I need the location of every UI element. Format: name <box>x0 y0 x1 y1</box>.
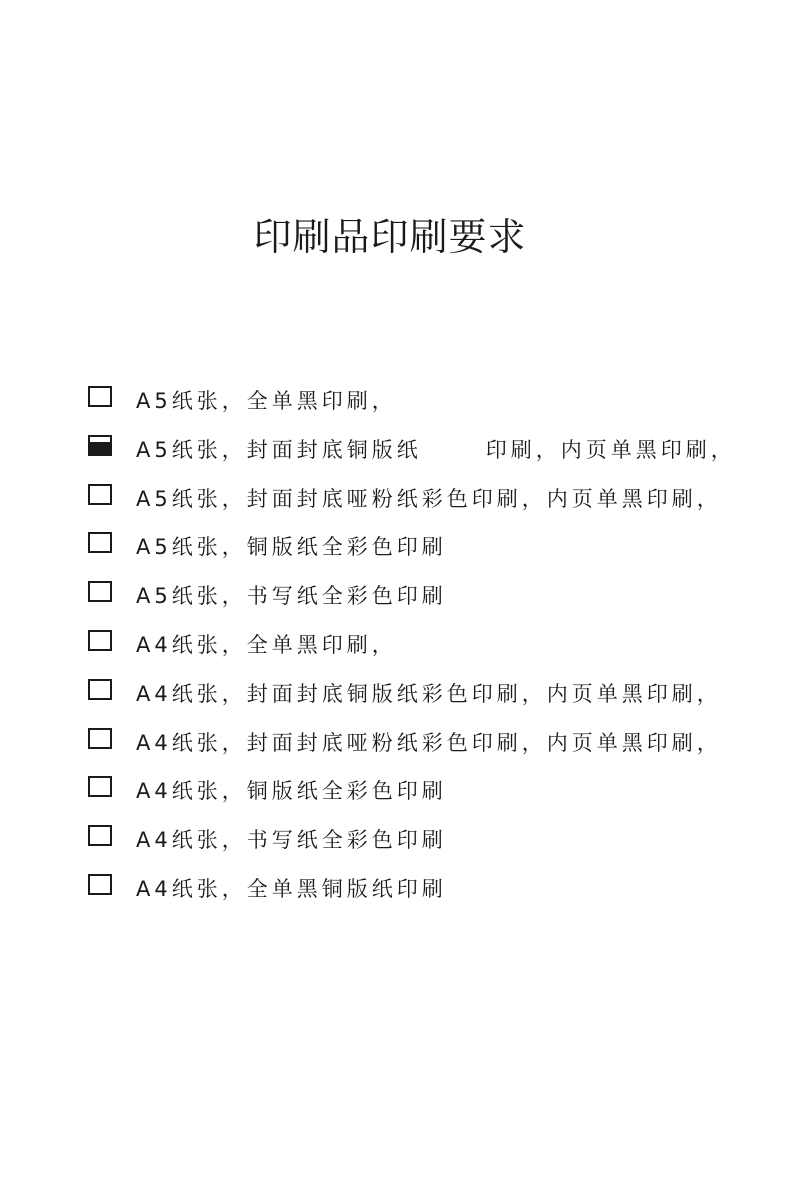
option-label: A4纸张，封面封底哑粉纸彩色印刷，内页单黑印刷， <box>136 730 722 755</box>
option-a4-matte-cover[interactable] <box>88 722 788 771</box>
option-a5-writing-full-color[interactable] <box>88 575 788 624</box>
option-a4-single-black[interactable] <box>88 624 788 673</box>
option-a4-coated-cover[interactable] <box>88 673 788 722</box>
option-a5-matte-cover[interactable] <box>88 478 788 527</box>
checkbox-icon[interactable] <box>88 581 112 602</box>
checkbox-icon[interactable] <box>88 484 112 505</box>
option-a4-coated-full-color[interactable] <box>88 770 788 819</box>
checkbox-icon[interactable] <box>88 825 112 846</box>
option-label: A4纸张，封面封底铜版纸彩色印刷，内页单黑印刷， <box>136 681 722 706</box>
option-label: A5纸张，书写纸全彩色印刷 <box>136 584 447 609</box>
checkbox-icon[interactable] <box>88 630 112 651</box>
option-label: A5纸张，铜版纸全彩色印刷 <box>136 535 447 560</box>
option-label: A5纸张，全单黑印刷， <box>136 389 397 413</box>
option-a4-writing-full-color[interactable] <box>88 819 788 868</box>
option-label: A5纸张，封面封底铜版纸 印刷，内页单黑印刷， <box>136 437 736 462</box>
option-a4-single-black-coated[interactable] <box>88 868 788 917</box>
option-label: A4纸张，书写纸全彩色印刷 <box>136 828 447 853</box>
option-label: A5纸张，封面封底哑粉纸彩色印刷，内页单黑印刷， <box>136 486 722 511</box>
option-a5-coated-full-color[interactable] <box>88 526 788 575</box>
checkbox-checked-icon[interactable] <box>88 435 112 456</box>
checkbox-icon[interactable] <box>88 728 112 749</box>
checkbox-icon[interactable] <box>88 874 112 895</box>
option-label: A4纸张，全单黑印刷， <box>136 632 397 657</box>
option-label: A4纸张，铜版纸全彩色印刷 <box>136 779 447 804</box>
option-label: A4纸张，全单黑铜版纸印刷 <box>136 876 447 901</box>
option-a5-single-black[interactable] <box>88 380 788 429</box>
option-a5-coated-cover[interactable] <box>88 429 788 478</box>
checkbox-icon[interactable] <box>88 532 112 553</box>
checkbox-icon[interactable] <box>88 386 112 407</box>
checkbox-icon[interactable] <box>88 776 112 797</box>
checkbox-icon[interactable] <box>88 679 112 700</box>
page-title: 印刷品印刷要求 <box>253 215 527 259</box>
print-options-list <box>88 380 788 917</box>
